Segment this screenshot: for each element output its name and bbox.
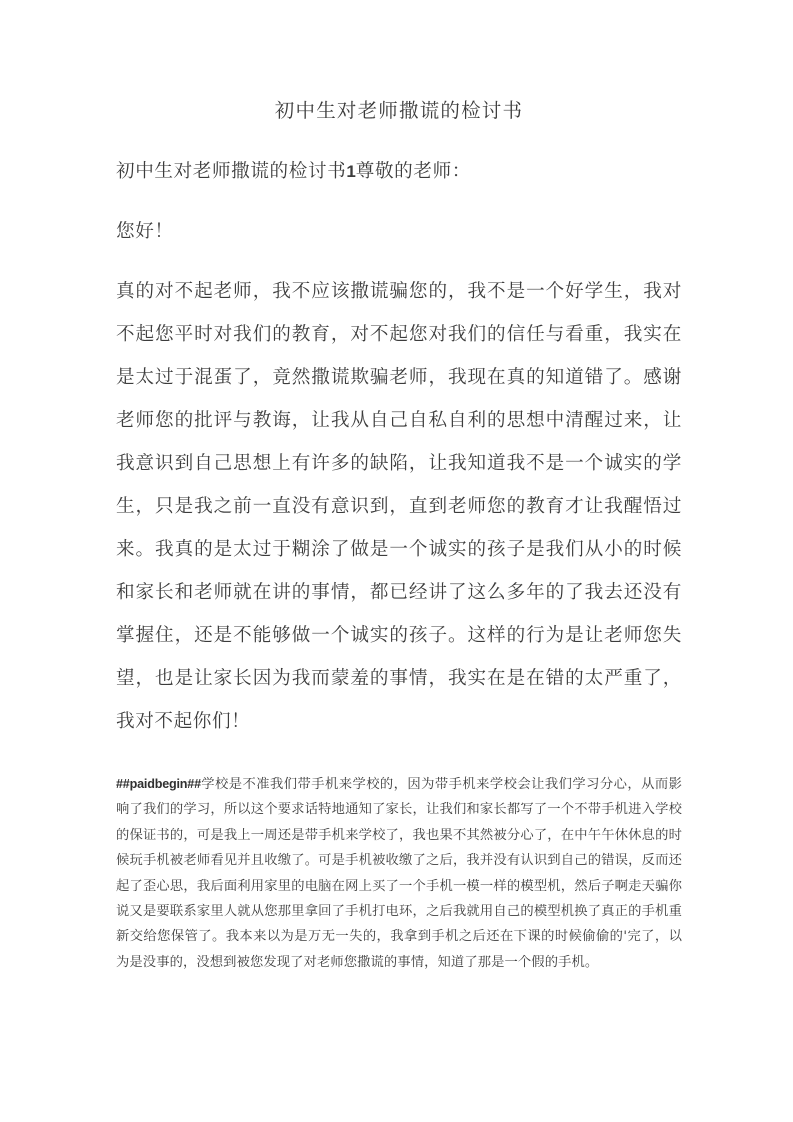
paid-begin-marker: ##paidbegin## — [116, 777, 201, 791]
paragraph-main-apology: 真的对不起老师，我不应该撒谎骗您的，我不是一个好学生，我对不起您平时对我们的教育，对不起您对我们的信任与看重，我实在是太过于混蛋了，竟然撒谎欺骗老师，我现在真的知道错了。感谢老师您的批评与教诲，让我从自己自私自利的思想中清醒过来，让我意识到自己思想上有许多的缺陷，让我知道我不是一个诚实的学生，只是我之前一直没有意识到，直到老师您的教育才让我醒悟过来。我真的是太过于糊涂了做是一个诚实的孩子是我们从小的时候和家长和老师就在讲的事情，都已经讲了这么多年的了我去还没有掌握住，还是不能够做一个诚实的孩子。这样的行为是让老师您失望，也是让家长因为我而蒙羞的事情，我实在是在错的太严重了，我对不起你们！ — [116, 281, 682, 732]
small-text-block — [116, 772, 682, 975]
salutation-lead-text: 初中生对老师撒谎的检讨书 — [116, 161, 347, 182]
salutation-trail-text: 尊敬的老师： — [355, 161, 471, 182]
paragraph-salutation — [116, 150, 682, 193]
body-text-block — [116, 150, 682, 743]
page-title: 初中生对老师撒谎的检讨书 — [274, 99, 524, 122]
paragraph-incident-detail — [116, 772, 682, 975]
salutation-number: 1 — [346, 162, 356, 181]
paragraph-greeting: 您好！ — [116, 221, 174, 242]
incident-detail-text: 学校是不准我们带手机来学校的，因为带手机来学校会让我们学习分心，从而影响了我们的学习，所以这个要求话特地通知了家长，让我们和家长都写了一个不带手机进入学校的保证书的，可是我上一周还是带手机来学校了，我也果不其然被分心了，在中午午休休息的时候玩手机被老师看见并且收缴了。可是手机被收缴了之后，我并没有认识到自己的错误，反而还起了歪心思，我后面利用家里的电脑在网上买了一个手机一模一样的模型机，然后子啊走天骗你说又是要联系家里人就从您那里拿回了手机打电环，之后我就用自己的模型机换了真正的手机重新交给您保管了。我本来以为是万无一失的，我拿到手机之后还在下课的时候偷偷的'完了，以为是没事的，没想到被您发现了对老师您撒谎的事情，知道了那是一个假的手机。 — [116, 777, 682, 970]
